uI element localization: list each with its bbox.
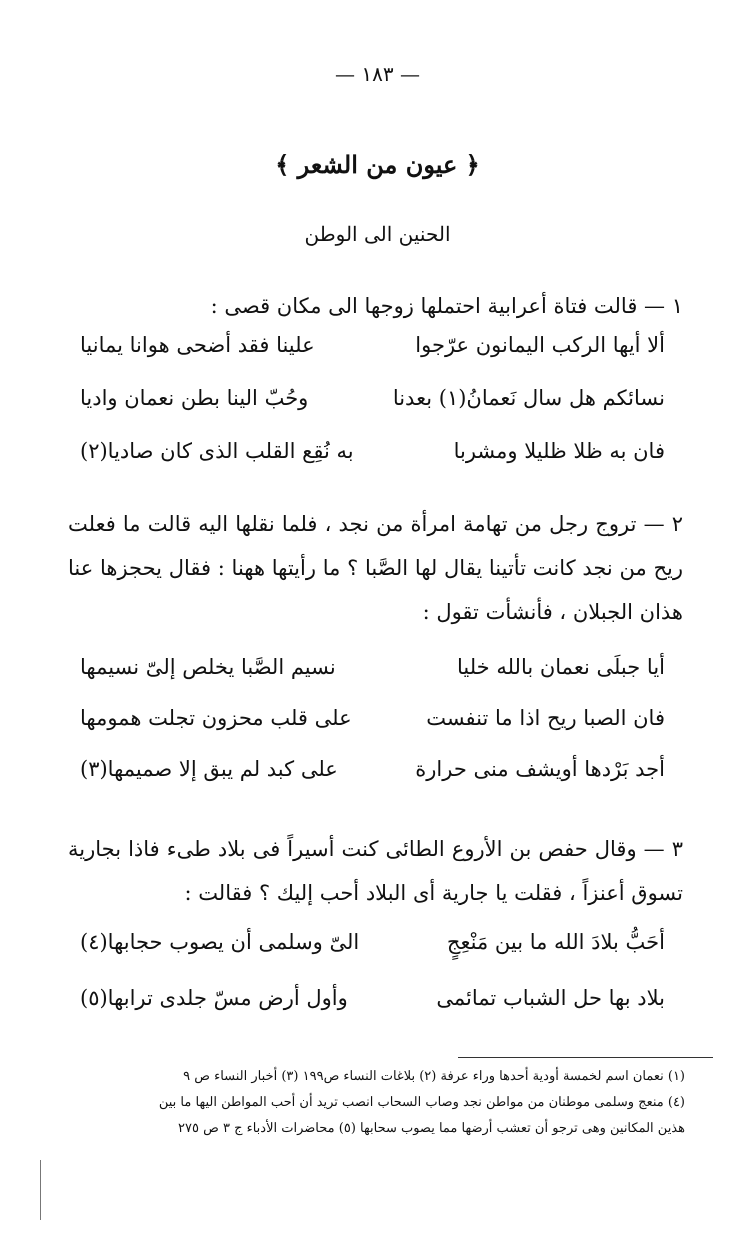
verse-row	[80, 986, 675, 1030]
footnote-line: (٤) منعج وسلمى موطنان من مواطن نجد وصاب السحاب انصب تريد أن أحب المواطن اليها ما بين	[158, 1095, 685, 1110]
verse-hemistich-right: أيا جبلَى نعمان بالله خليا	[456, 655, 665, 679]
verse-hemistich-right: بلاد بها حل الشباب تمائمى	[436, 986, 665, 1010]
verse-row	[80, 706, 675, 750]
verse-row	[80, 757, 675, 801]
footnotes	[65, 1064, 685, 1142]
footnote-line: (١) نعمان اسم لخمسة أودية أحدها وراء عرفة (٢) بلاغات النساء ص١٩٩ (٣) أخبار النساء ص ٩	[183, 1069, 685, 1084]
verse-hemistich-right: نسائكم هل سال نَعمانُ(١) بعدنا	[392, 386, 665, 410]
page-title: ﴿ عيون من الشعر ﴾	[275, 150, 480, 179]
page-number: — ١٨٣ —	[335, 62, 420, 86]
verse-hemistich-left: نسيم الصَّبا يخلص إلىّ نسيمها	[80, 655, 336, 679]
verse-row	[80, 386, 675, 430]
verse-hemistich-right: فان به ظلا ظليلا ومشربا	[453, 439, 665, 463]
verse-row	[80, 439, 675, 483]
verse-hemistich-right: ألا أيها الركب اليمانون عرّجوا	[415, 333, 665, 357]
verse-hemistich-left: علينا فقد أضحى هوانا يمانيا	[80, 333, 315, 357]
section-2-intro: ٢ — تروج رجل من تهامة امرأة من نجد ، فلما نقلها اليه قالت ما فعلت ريح من نجد كانت تأتينا يقال لها الصَّبا ؟ ما رأيتها ههنا : فقال يحجزها عنا هذان الجبلان ، فأنشأت تقول :	[68, 512, 683, 624]
footnote-line: هذين المكانين وهى ترجو أن تعشب أرضها مما يصوب سحابها (٥) محاضرات الأدباء ج ٣ ص ٢٧٥	[178, 1121, 685, 1136]
footnote-divider	[458, 1057, 713, 1058]
verse-hemistich-left: على كبد لم يبق إلا صميمها(٣)	[80, 757, 338, 781]
verse-hemistich-right: أحَبُّ بلادَ الله ما بين مَنْعِجٍ	[446, 930, 665, 954]
verse-hemistich-left: وأول أرض مسّ جلدى ترابها(٥)	[80, 986, 348, 1010]
verse-row	[80, 333, 675, 377]
verse-hemistich-right: فان الصبا ريح اذا ما تنفست	[426, 706, 665, 730]
section-1-intro: ١ — قالت فتاة أعرابية احتملها زوجها الى مكان قصى :	[210, 294, 683, 318]
verse-hemistich-left: وحُبّ الينا بطن نعمان واديا	[80, 386, 309, 410]
verse-hemistich-right: أجد بَرْدها أويشف منى حرارة	[415, 757, 665, 781]
verse-row	[80, 655, 675, 699]
verse-hemistich-left: به نُقِع القلب الذى كان صاديا(٢)	[80, 439, 354, 463]
verse-hemistich-left: على قلب محزون تجلت همومها	[80, 706, 352, 730]
section-3-intro: ٣ — وقال حفص بن الأروع الطائى كنت أسيراً فى بلاد طىء فاذا بجارية تسوق أعنزاً ، فقلت يا جارية أى البلاد أحب إليك ؟ فقالت :	[68, 837, 683, 905]
verse-hemistich-left: الىّ وسلمى أن يصوب حجابها(٤)	[80, 930, 360, 954]
margin-line	[40, 1160, 41, 1220]
verse-row	[80, 930, 675, 974]
section-subtitle: الحنين الى الوطن	[304, 222, 451, 246]
